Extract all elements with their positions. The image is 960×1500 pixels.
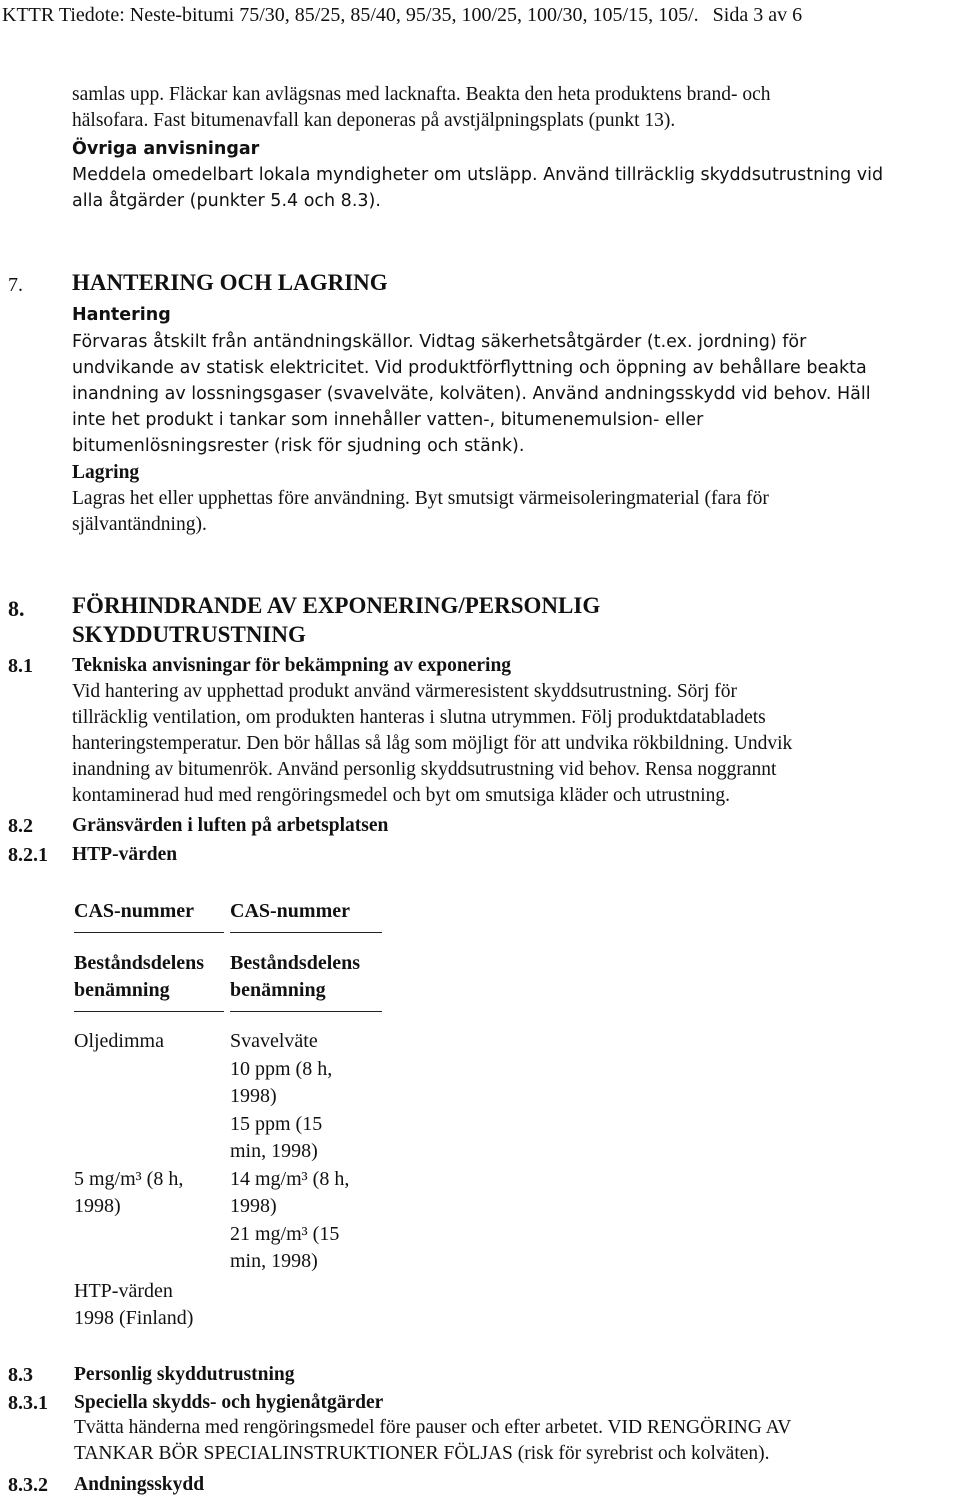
section-8-1-number: 8.1 bbox=[8, 655, 33, 677]
table-cell: 5 mg/m³ (8 h, bbox=[74, 1168, 184, 1190]
document-title: KTTR Tiedote: Neste-bitumi 75/30, 85/25, 85/40, 95/35, 100/25, 100/30, 105/15, 105/. bbox=[2, 4, 699, 26]
intro-line-2: hälsofara. Fast bitumenavfall kan deponeras på avstjälpningsplats (punkt 13). bbox=[72, 110, 676, 131]
storage-line-2: självantändning). bbox=[72, 514, 207, 535]
table-cell: 1998 (Finland) bbox=[74, 1307, 194, 1329]
table-cell: 1998) bbox=[230, 1195, 277, 1217]
table-header-name-col2-line2: benämning bbox=[230, 979, 326, 1001]
section-8-3-title: Personlig skyddutrustning bbox=[74, 1364, 295, 1385]
other-instructions-heading: Övriga anvisningar bbox=[72, 139, 260, 159]
section-8-3-number: 8.3 bbox=[8, 1364, 33, 1386]
section-7-title: HANTERING OCH LAGRING bbox=[72, 270, 388, 295]
section-8-title-line-2: SKYDDUTRUSTNING bbox=[72, 622, 306, 647]
section-8-3-2-number: 8.3.2 bbox=[8, 1474, 48, 1496]
section-8-3-1-line-1: Tvätta händerna med rengöringsmedel före pauser och efter arbetet. VID RENGÖRING AV bbox=[74, 1417, 792, 1438]
table-header-cas-col1: CAS-nummer bbox=[74, 900, 194, 922]
section-8-title-line-1: FÖRHINDRANDE AV EXPONERING/PERSONLIG bbox=[72, 593, 601, 618]
section-8-2-number: 8.2 bbox=[8, 815, 33, 837]
table-rule bbox=[74, 932, 224, 933]
section-8-3-1-number: 8.3.1 bbox=[8, 1392, 48, 1414]
section-8-3-1-line-2: TANKAR BÖR SPECIALINSTRUKTIONER FÖLJAS (risk för syrebrist och kolväten). bbox=[74, 1443, 770, 1464]
handling-line-1: Förvaras åtskilt från antändningskällor. Vidtag säkerhetsåtgärder (t.ex. jordning) för bbox=[72, 332, 807, 352]
table-rule bbox=[230, 932, 382, 933]
page-number: Sida 3 av 6 bbox=[712, 4, 803, 26]
table-rule bbox=[230, 1011, 382, 1012]
section-8-1-line-1: Vid hantering av upphettad produkt använd värmeresistent skyddsutrustning. Sörj för bbox=[72, 681, 737, 702]
table-header-name-col1-line2: benämning bbox=[74, 979, 170, 1001]
table-header-name-col1-line1: Beståndsdelens bbox=[74, 952, 205, 974]
table-cell: min, 1998) bbox=[230, 1250, 318, 1272]
section-8-1-line-4: inandning av bitumenrök. Använd personlig skyddsutrustning vid behov. Rensa noggrannt bbox=[72, 759, 777, 780]
handling-line-4: inte het produkt i tankar som innehåller vatten-, bitumenemulsion- eller bbox=[72, 410, 704, 430]
table-cell: 15 ppm (15 bbox=[230, 1113, 323, 1135]
handling-line-2: undvikande av statisk elektricitet. Vid produktförflyttning och öppning av behållare beakta bbox=[72, 358, 867, 378]
table-cell: 10 ppm (8 h, bbox=[230, 1058, 333, 1080]
section-8-2-title: Gränsvärden i luften på arbetsplatsen bbox=[72, 815, 389, 836]
table-rule bbox=[74, 1011, 224, 1012]
section-8-1-line-3: hanteringstemperatur. Den bör hållas så låg som möjligt för att undvika rökbildning. Undvik bbox=[72, 733, 793, 754]
handling-line-3: inandning av lossningsgaser (svavelväte, kolväten). Använd andningsskydd vid behov. Häll bbox=[72, 384, 871, 404]
table-header-cas-col2: CAS-nummer bbox=[230, 900, 350, 922]
handling-heading: Hantering bbox=[72, 305, 171, 325]
section-8-1-line-5: kontaminerad hud med rengöringsmedel och byt om smutsiga kläder och utrustning. bbox=[72, 785, 730, 806]
table-cell: Svavelväte bbox=[230, 1030, 318, 1052]
section-8-3-1-title: Speciella skydds- och hygienåtgärder bbox=[74, 1392, 384, 1413]
section-8-1-line-2: tillräcklig ventilation, om produkten hanteras i slutna utrymmen. Följ produktdatabladets bbox=[72, 707, 766, 728]
table-cell: 1998) bbox=[74, 1195, 121, 1217]
page-header bbox=[2, 4, 802, 27]
storage-line-1: Lagras het eller upphettas före användning. Byt smutsigt värmeisoleringmaterial (fara för bbox=[72, 488, 769, 509]
section-8-2-1-number: 8.2.1 bbox=[8, 844, 48, 866]
table-header-name-col2-line1: Beståndsdelens bbox=[230, 952, 361, 974]
handling-line-5: bitumenlösningsrester (risk för sjudning och stänk). bbox=[72, 436, 525, 456]
section-8-3-2-title: Andningsskydd bbox=[74, 1474, 205, 1495]
storage-heading: Lagring bbox=[72, 462, 140, 483]
section-7-number: 7. bbox=[8, 274, 23, 296]
table-cell: 1998) bbox=[230, 1085, 277, 1107]
table-cell: HTP-värden bbox=[74, 1280, 173, 1302]
table-cell: 14 mg/m³ (8 h, bbox=[230, 1168, 350, 1190]
table-cell: Oljedimma bbox=[74, 1030, 164, 1052]
section-8-1-title: Tekniska anvisningar för bekämpning av exponering bbox=[72, 655, 512, 676]
table-cell: 21 mg/m³ (15 bbox=[230, 1223, 340, 1245]
section-8-number: 8. bbox=[8, 596, 25, 621]
other-instructions-line-2: alla åtgärder (punkter 5.4 och 8.3). bbox=[72, 191, 381, 211]
section-8-2-1-title: HTP-värden bbox=[72, 844, 178, 865]
other-instructions-line-1: Meddela omedelbart lokala myndigheter om utsläpp. Använd tillräcklig skyddsutrustning vid bbox=[72, 165, 884, 185]
table-cell: min, 1998) bbox=[230, 1140, 318, 1162]
intro-line-1: samlas upp. Fläckar kan avlägsnas med lacknafta. Beakta den heta produktens brand- och bbox=[72, 84, 771, 105]
